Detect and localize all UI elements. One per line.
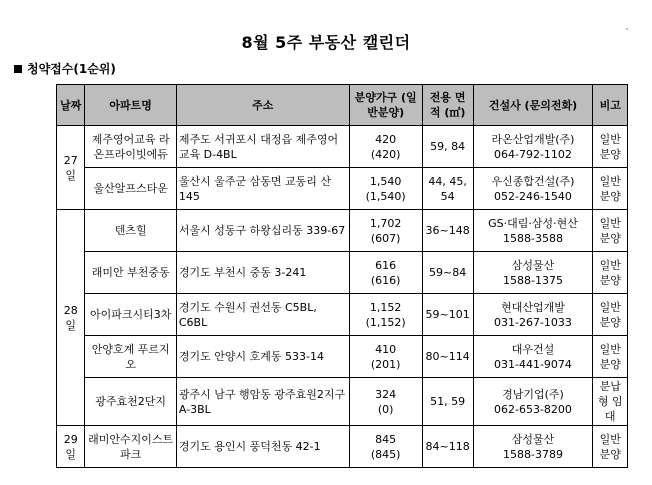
table-row — [57, 126, 628, 168]
apartment-cell: 안양호계 푸르지오 — [85, 336, 176, 378]
units-general: (845) — [370, 447, 401, 461]
units-cell — [349, 336, 422, 378]
builder-name: 삼성물산 — [511, 258, 555, 272]
builder-cell — [473, 168, 593, 210]
builder-phone: 062-653-8200 — [494, 402, 572, 416]
address-cell: 제주도 서귀포시 대정읍 제주영어교육 D-4BL — [176, 126, 349, 168]
builder-name: GS·대림·삼성·현산 — [488, 216, 578, 230]
units-cell — [349, 378, 422, 426]
units-cell — [349, 252, 422, 294]
address-cell: 울산시 울주군 삼동면 교동리 산 145 — [176, 168, 349, 210]
units-general: (1,152) — [365, 315, 406, 329]
units-total: 410 — [375, 342, 397, 356]
note-cell: 일반분양 — [593, 168, 628, 210]
table-row — [57, 210, 628, 252]
header-date: 날짜 — [57, 85, 85, 126]
table-row — [57, 336, 628, 378]
builder-cell — [473, 336, 593, 378]
square-bullet-icon — [14, 65, 22, 73]
note-cell: 일반분양 — [593, 252, 628, 294]
apartment-cell: 울산알프스타운 — [85, 168, 176, 210]
builder-name: 우신종합건설(주) — [491, 174, 575, 188]
header-apartment: 아파트명 — [85, 85, 176, 126]
area-cell: 51, 59 — [422, 378, 473, 426]
address-cell: 서울시 성동구 하왕십리동 339-67 — [176, 210, 349, 252]
corner-mark: ` — [625, 28, 630, 39]
units-general: (607) — [370, 231, 401, 245]
page-title: 8월 5주 부동산 캘린더 — [241, 33, 411, 52]
area-cell: 84~118 — [422, 426, 473, 468]
units-cell — [349, 426, 422, 468]
address-cell: 경기도 안양시 호계동 533-14 — [176, 336, 349, 378]
builder-phone: 052-246-1540 — [494, 189, 572, 203]
area-cell: 36~148 — [422, 210, 473, 252]
table-row — [57, 378, 628, 426]
units-cell — [349, 126, 422, 168]
table-row — [57, 294, 628, 336]
units-cell — [349, 168, 422, 210]
units-total: 324 — [375, 387, 397, 401]
builder-phone: 064-792-1102 — [494, 147, 572, 161]
note-cell: 일반분양 — [593, 126, 628, 168]
note-cell: 일반분양 — [593, 336, 628, 378]
units-total: 845 — [375, 432, 397, 446]
note-cell: 일반분양 — [593, 294, 628, 336]
builder-name: 라온산업개발(주) — [491, 132, 575, 146]
builder-cell — [473, 294, 593, 336]
units-general: (420) — [370, 147, 401, 161]
builder-cell — [473, 426, 593, 468]
date-cell: 29일 — [57, 426, 85, 468]
header-note: 비고 — [593, 85, 628, 126]
builder-phone: 1588-1375 — [502, 273, 563, 287]
builder-name: 경남기업(주) — [502, 387, 564, 401]
apartment-cell: 래미안수지이스트파크 — [85, 426, 176, 468]
note-cell: 일반분양 — [593, 210, 628, 252]
section-label: 청약접수(1순위) — [27, 62, 116, 76]
units-general: (0) — [377, 402, 394, 416]
builder-phone: 1588-3588 — [502, 231, 563, 245]
apartment-cell: 아이파크시티3차 — [85, 294, 176, 336]
area-cell: 59~84 — [422, 252, 473, 294]
address-cell: 경기도 부천시 중동 3-241 — [176, 252, 349, 294]
section-heading — [14, 60, 116, 77]
units-general: (1,540) — [365, 189, 406, 203]
header-area: 전용 면적 (㎡) — [422, 85, 473, 126]
builder-phone: 031-267-1033 — [494, 315, 572, 329]
table-row — [57, 168, 628, 210]
builder-cell — [473, 378, 593, 426]
area-cell: 80~114 — [422, 336, 473, 378]
units-general: (616) — [370, 273, 401, 287]
area-cell: 44, 45, 54 — [422, 168, 473, 210]
units-total: 616 — [375, 258, 397, 272]
header-address: 주소 — [176, 85, 349, 126]
note-cell: 일반분양 — [593, 426, 628, 468]
note-cell: 분납형 임대 — [593, 378, 628, 426]
area-cell: 59, 84 — [422, 126, 473, 168]
builder-cell — [473, 252, 593, 294]
builder-cell — [473, 210, 593, 252]
apartment-cell: 제주영어교육 라온프라이빗에듀 — [85, 126, 176, 168]
header-builder: 건설사 (문의전화) — [473, 85, 593, 126]
units-total: 420 — [375, 132, 397, 146]
header-units: 분양가구 (일반분양) — [349, 85, 422, 126]
units-total: 1,702 — [369, 216, 402, 230]
units-total: 1,152 — [369, 300, 402, 314]
table-row — [57, 426, 628, 468]
builder-phone: 031-441-9074 — [494, 357, 572, 371]
address-cell: 경기도 용인시 풍덕천동 42-1 — [176, 426, 349, 468]
date-cell: 28일 — [57, 210, 85, 426]
units-total: 1,540 — [369, 174, 402, 188]
units-cell — [349, 294, 422, 336]
builder-name: 대우건설 — [511, 342, 555, 356]
builder-cell — [473, 126, 593, 168]
builder-phone: 1588-3789 — [502, 447, 563, 461]
units-general: (201) — [370, 357, 401, 371]
builder-name: 현대산업개발 — [501, 300, 565, 314]
apartment-cell: 광주효천2단지 — [85, 378, 176, 426]
apartment-cell: 텐츠힐 — [85, 210, 176, 252]
apartment-cell: 래미안 부천중동 — [85, 252, 176, 294]
units-cell — [349, 210, 422, 252]
builder-name: 삼성물산 — [511, 432, 555, 446]
area-cell: 59~101 — [422, 294, 473, 336]
table-row — [57, 252, 628, 294]
header-row — [57, 85, 628, 126]
address-cell: 경기도 수원시 권선동 C5BL, C6BL — [176, 294, 349, 336]
address-cell: 광주시 남구 행암동 광주효원2지구 A-3BL — [176, 378, 349, 426]
date-cell: 27일 — [57, 126, 85, 210]
calendar-table — [56, 84, 628, 468]
